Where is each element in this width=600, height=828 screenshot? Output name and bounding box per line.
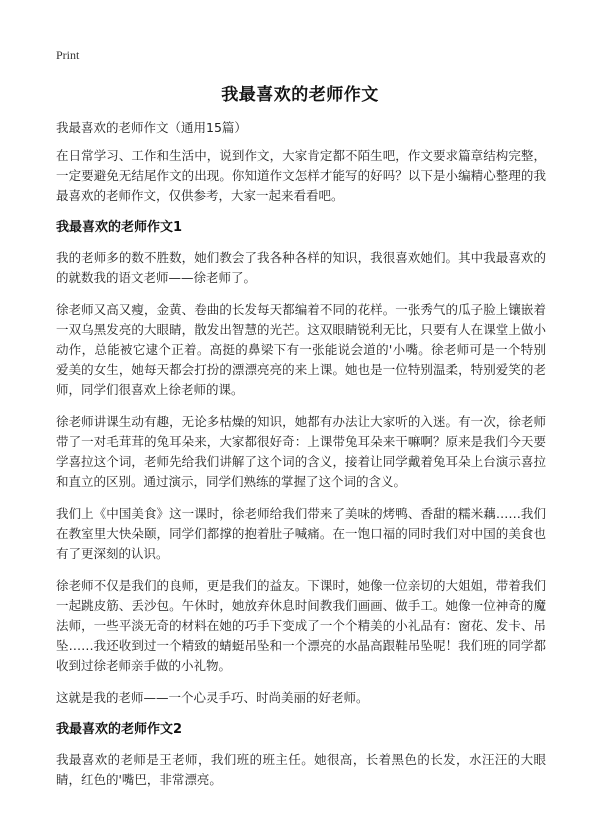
intro-paragraph: 在日常学习、工作和生活中，说到作文，大家肯定都不陌生吧，作文要求篇章结构完整，一定要避免无结尾作文的出现。你知道作文怎样才能写的好吗？以下是小编精心整理的我最喜欢的老师作文，仅供参考，大家一起来看看吧。	[56, 148, 546, 203]
section-1-paragraph-4: 我们上《中国美食》这一课时，徐老师给我们带来了美味的烤鸭、香甜的糯米藕……我们在教室里大快朵颐，同学们都撑的抱着肚子喊痛。在一饱口福的同时我们对中国的美食也有了更深刻的认识。	[56, 506, 546, 561]
section-2-paragraph-1: 我最喜欢的老师是王老师，我们班的班主任。她很高，长着黑色的长发，水汪汪的大眼睛，红色的'嘴巴，非常漂亮。	[56, 752, 546, 787]
section-1-paragraph-1: 我的老师多的数不胜数，她们教会了我各种各样的知识，我很喜欢她们。其中我最喜欢的的就数我的语文老师——徐老师了。	[56, 250, 546, 285]
section-1-paragraph-2: 徐老师又高又瘦，金黄、卷曲的长发每天都编着不同的花样。一张秀气的瓜子脸上镶嵌着一双乌黑发亮的大眼睛，散发出智慧的光芒。这双眼睛锐利无比，只要有人在课堂上做小动作，总能被它逮个正着。高挺的鼻梁下有一张能说会道的'小嘴。徐老师可是一个特别爱美的女生，她每天都会打扮的漂漂亮亮的来上课。她也是一位特别温柔，特别爱笑的老师，同学们很喜欢上徐老师的课。	[56, 302, 546, 397]
section-heading-1: 我最喜欢的老师作文1	[56, 220, 183, 235]
section-1-paragraph-3: 徐老师讲课生动有趣，无论多枯燥的知识，她都有办法让大家听的入迷。有一次，徐老师带了一对毛茸茸的兔耳朵来，大家都很好奇：上课带兔耳朵来干嘛啊？原来是我们今天要学喜拉这个词，老师先给我们讲解了这个词的含义，接着让同学戴着兔耳朵上台演示喜拉和直立的区别。通过演示，同学们熟练的掌握了这个词的含义。	[56, 414, 546, 489]
section-1-paragraph-6: 这就是我的老师——一个心灵手巧、时尚美丽的好老师。	[56, 690, 369, 705]
page-title: 我最喜欢的老师作文	[221, 85, 379, 105]
section-heading-2: 我最喜欢的老师作文2	[56, 722, 183, 737]
article-subtitle: 我最喜欢的老师作文（通用15篇）	[56, 120, 247, 135]
article-body	[56, 118, 546, 802]
print-link[interactable]: Print	[56, 48, 80, 62]
section-1-paragraph-5: 徐老师不仅是我们的良师，更是我们的益友。下课时，她像一位亲切的大姐姐，带着我们一起跳皮筋、丢沙包。午休时，她放弃休息时间教我们画画、做手工。她像一位神奇的魔法师，一些平淡无奇的材料在她的巧手下变成了一个个精美的小礼品有：窗花、发卡、吊坠……我还收到过一个精致的蜻蜓吊坠和一个漂亮的水晶高跟鞋吊坠呢！我们班的同学都收到过徐老师亲手做的小礼物。	[56, 578, 546, 673]
